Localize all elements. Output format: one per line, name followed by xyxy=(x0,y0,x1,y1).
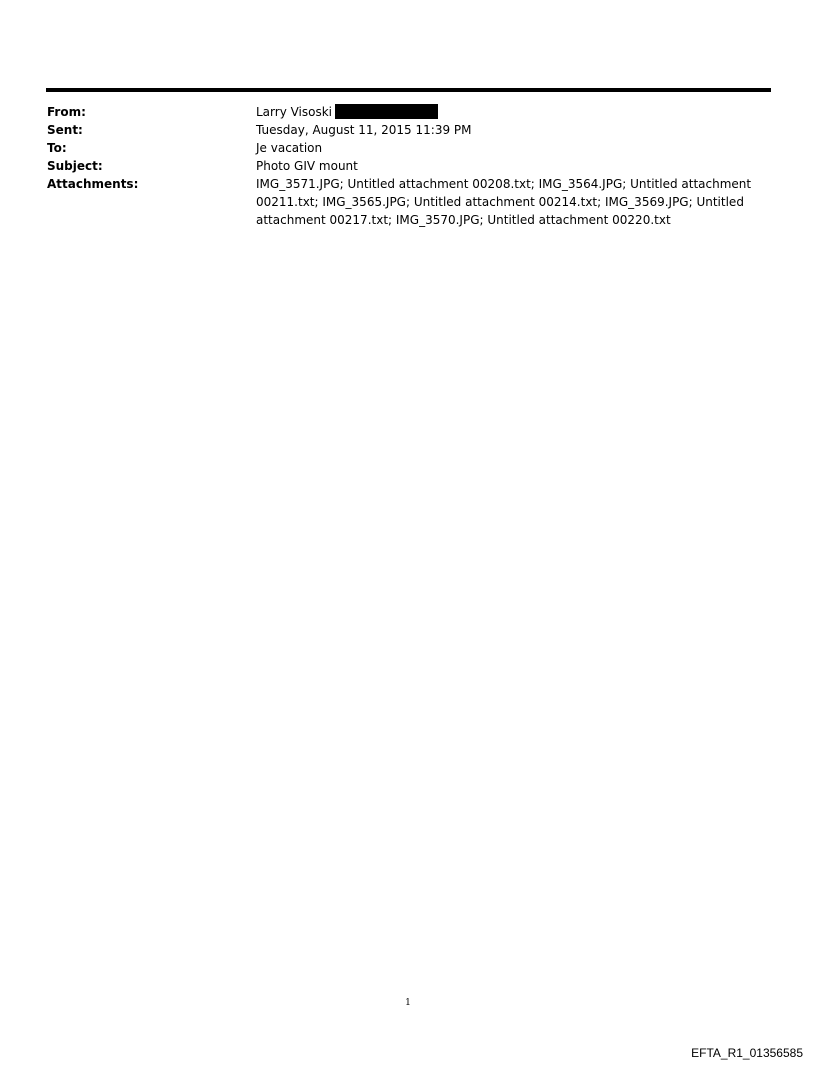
from-row xyxy=(47,103,771,121)
from-label: From: xyxy=(47,105,86,119)
sent-row xyxy=(47,121,771,139)
sent-label: Sent: xyxy=(47,123,83,137)
subject-label: Subject: xyxy=(47,159,103,173)
to-value: Je vacation xyxy=(256,141,323,155)
attachments-value: IMG_3571.JPG; Untitled attachment 00208.txt; IMG_3564.JPG; Untitled attachment 00211.txt; IMG_3565.JPG; Untitled attachment 00214.txt; IMG_3569.JPG; Untitled attachment 00217.txt; IMG_3570.JPG; Untitled attachment 00220.txt xyxy=(256,177,752,227)
bates-number: EFTA_R1_01356585 xyxy=(691,1046,803,1060)
subject-row xyxy=(47,157,771,175)
subject-value: Photo GIV mount xyxy=(256,159,358,173)
redaction-box xyxy=(335,104,438,119)
to-row xyxy=(47,139,771,157)
header-rule xyxy=(46,88,771,92)
email-header xyxy=(47,103,771,229)
attachments-row xyxy=(47,175,771,229)
to-label: To: xyxy=(47,141,67,155)
from-value: Larry Visoski xyxy=(256,105,333,119)
from-value-cell xyxy=(256,103,771,121)
page-number: 1 xyxy=(405,998,411,1008)
attachments-label: Attachments: xyxy=(47,177,139,191)
sent-value: Tuesday, August 11, 2015 11:39 PM xyxy=(256,123,472,137)
